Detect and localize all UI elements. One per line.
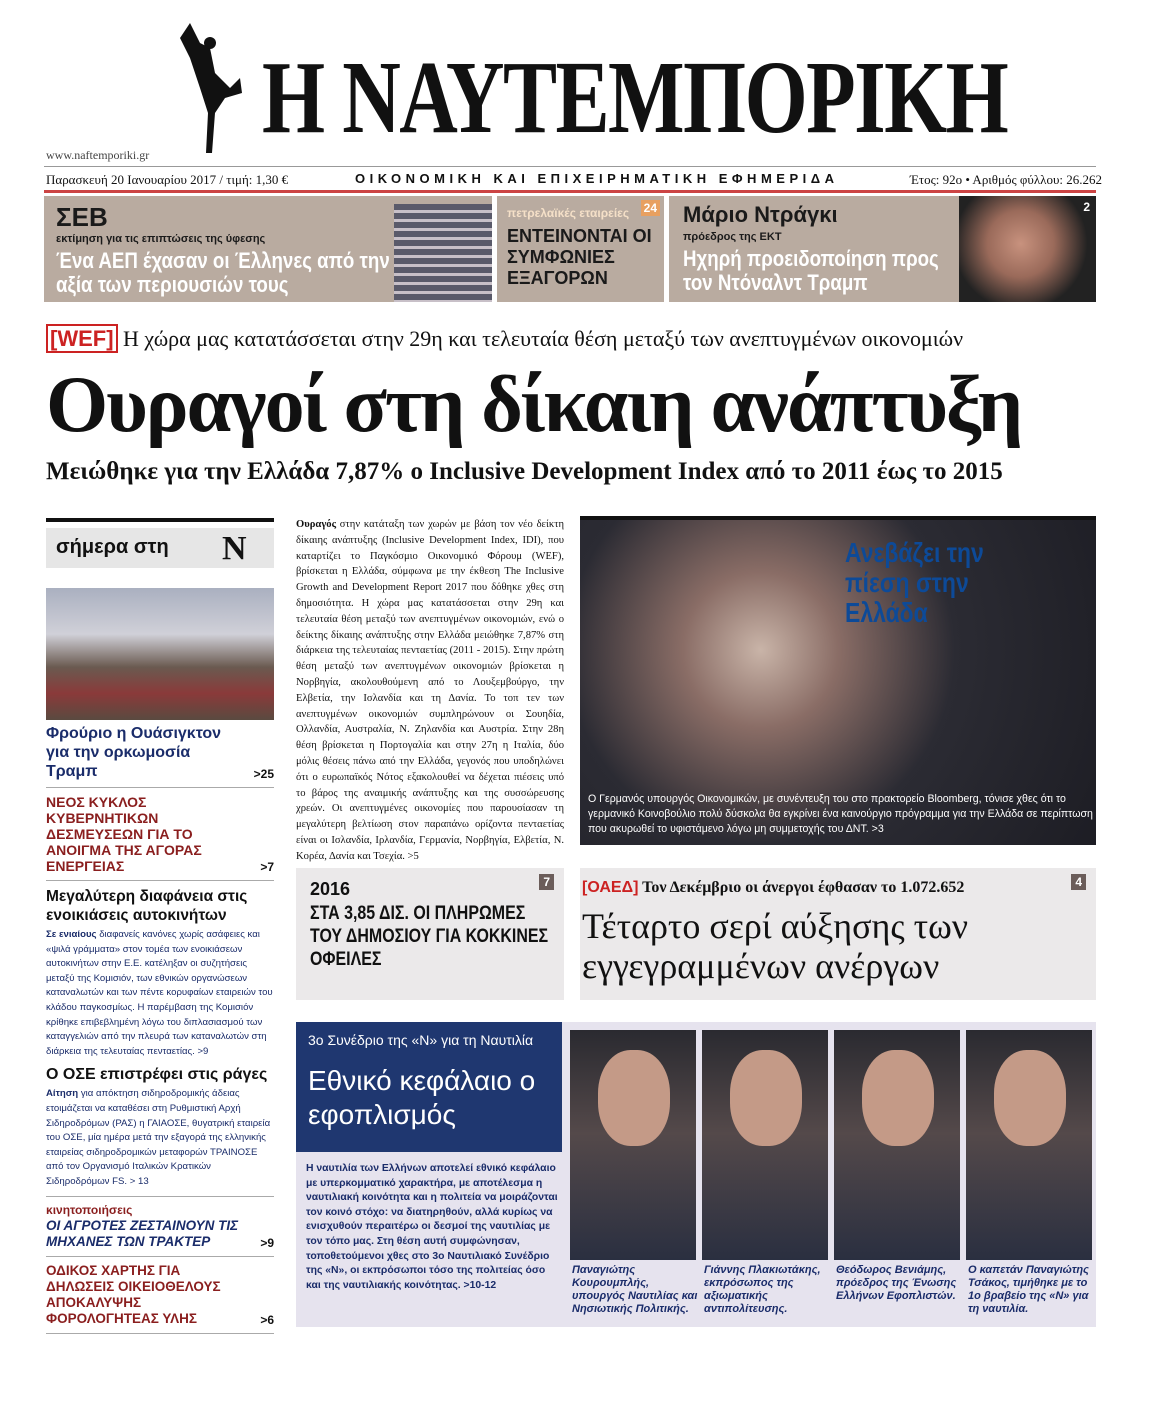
person-photo	[570, 1030, 696, 1260]
photo-quote: Ανεβάζει την πίεση στην Ελλάδα	[845, 537, 984, 628]
sidebar-item[interactable]	[46, 1203, 274, 1250]
teaser-headline: Ηχηρή προειδοποίηση προς τον Ντόναλντ Τραμπ	[683, 246, 939, 295]
lead-tag: [WEF]	[46, 324, 118, 353]
website-url[interactable]: www.naftemporiki.gr	[46, 148, 150, 162]
item-headline: Φρούριο η Ουάσιγκτον για την ορκωμοσία Τραμπ	[46, 725, 222, 780]
person-photo	[702, 1030, 828, 1260]
today-label: σήμερα στη	[56, 536, 169, 558]
schaeuble-photo[interactable]	[580, 520, 1096, 845]
divider	[46, 1333, 274, 1334]
lead-body-text: στην κατάταξη των χωρών με βάση τον νέο δείκτη δίκαιης ανάπτυξης (Inclusive Development Index, IDI), που καταρτίζει το Παγκόσμιο Οικονομικό Φόρουμ (WEF), βρίσκεται η Ελλάδα, σύμφωνα με την έκθεση The Inclusive Growth and Development Report 2017 που δόθηκε χθες στη δημοσιότητα. Η χώρα μας κατατάσσεται στην 29η και τελευταία θέση μεταξύ των ανεπτυγμένων οικονομιών, ενώ ο δείκτης δίκαιης ανάπτυξης στην Ελλάδα μειώθηκε 7,87% στη διάρκεια της τελευταίας πενταετίας (2011 - 2015). Στην πρώτη θέση μεταξύ των ανεπτυγμένων οικονομιών βρίσκεται η Νορβηγία, ακολουθούμενη από το Λουξεμβούργο, την Ελβετία, την Ισλανδία και τη Δανία. Το τοπ τεν των ανεπτυγμένων οικονομιών συμπληρώνουν οι Σουηδία, Ολλανδία, Αυστραλία, Ν. Ζηλανδία και Αυστρία. Στην 28η θέση βρίσκεται η Πορτογαλία και στην 27η η Ιταλία, δύο μόλις θέσεις πάνω από την Ελλάδα, γεγονός που υποδηλώνει ότι ο ευρωπαϊκός Νότος εξακολουθεί να δέχεται πιέσεις υπό το βάρος της αναιμικής ανάπτυξης και της συσσώρευσης χρεών. Οι ανεπτυγμένες οικονομίες που παρουσίασαν τη μεγαλύτερη βελτίωση στον παραπάνω ορίζοντα πενταετίας είναι οι Ισλανδία, Ιρλανδία, Γερμανία, Νορβηγία, Ελβετία, Ν. Κορέα, Δανία και Τσεχία. >5	[296, 519, 564, 862]
sidebar	[46, 724, 274, 1340]
shipping-section[interactable]	[296, 1022, 1096, 1327]
divider	[46, 518, 274, 522]
teaser-kicker: πρόεδρος της ΕΚΤ	[683, 231, 782, 243]
sidebar-item[interactable]	[46, 794, 274, 874]
item-kicker: κινητοποιήσεις	[46, 1202, 133, 1217]
lead-kicker-text: Η χώρα μας κατατάσσεται στην 29η και τελευταία θέση μεταξύ των ανεπτυγμένων οικονομιών	[123, 326, 964, 351]
page-ref: >7	[260, 860, 274, 874]
item-headline: ΝΕΟΣ ΚΥΚΛΟΣ ΚΥΒΕΡΝΗΤΙΚΩΝ ΔΕΣΜΕΥΣΕΩΝ ΓΙΑ ΤΟ ΑΝΟΙΓΜΑ ΤΗΣ ΑΓΟΡΑΣ ΕΝΕΡΓΕΙΑΣ	[46, 794, 202, 874]
page-ref: 24	[641, 200, 660, 216]
divider	[46, 1196, 274, 1197]
n-logo: Ν	[222, 530, 247, 567]
story-headline: ΣΤΑ 3,85 ΔΙΣ. ΟΙ ΠΛΗΡΩΜΕΣ ΤΟΥ ΔΗΜΟΣΙΟΥ ΓΙΑ ΚΟΚΚΙΝΕΣ ΟΦΕΙΛΕΣ	[310, 903, 549, 970]
teaser-kicker: εκτίμηση για τις επιπτώσεις της ύφεσης	[56, 233, 266, 245]
face	[598, 1050, 670, 1146]
shipping-kicker: 3ο Συνέδριο της «Ν» για τη Ναυτιλία	[308, 1032, 534, 1048]
divider	[44, 166, 1096, 167]
teaser-headline: Ένα ΑΕΠ έχασαν οι Έλληνες από την αξία των περιουσιών τους	[56, 248, 390, 297]
face	[730, 1050, 802, 1146]
teaser-draghi[interactable]	[669, 196, 1096, 302]
face	[994, 1050, 1066, 1146]
teaser-oil[interactable]	[497, 196, 664, 302]
item-headline: Ο ΟΣΕ επιστρέφει στις ράγες	[46, 1066, 268, 1084]
teaser-kicker: πετρελαϊκές εταιρείες	[507, 206, 630, 220]
story-oaed[interactable]	[580, 868, 1096, 1000]
teaser-title: Μάριο Ντράγκι	[683, 202, 838, 227]
sidebar-item[interactable]	[46, 1065, 274, 1189]
item-body: για απόκτηση σιδηροδρομικής άδειας ετοιμάζεται να καταθέσει στη Ρυθμιστική Αρχή Σιδηροδρόμων (ΡΑΣ) η ΓΑΙΑΟΣΕ, θυγατρική εταιρεία του ΟΣΕ, μία ημέρα μετά την εξαγορά της ελληνικής εταιρείας σιδηροδρομικών μεταφορών ΤΡΑΙΝΟΣΕ από τον Οργανισμό Ιταλικών Κρατικών Σιδηροδρόμων FS. > 13	[46, 1088, 271, 1187]
item-body: διαφανείς κανόνες χωρίς ασάφειες και «ψιλά γράμματα» στον τομέα των ενοικιάσεων αυτοκινήτων στην Ε.Ε. κατέληξαν οι συζητήσεις μεταξύ της Κομισιόν, των εθνικών οργανώσεων καταναλωτών και των πέντε κορυφαίων εταιρειών του κλάδου παγκοσμίως. Η παρέμβαση της Κομισιόν κρίθηκε επιβεβλημένη λόγω του διπλασιασμού των καταγγελιών από την πλευρά των καταναλωτών στη διάρκεια της τελευταίας πενταετίας. >9	[46, 929, 273, 1057]
item-headline: Μεγαλύτερη διαφάνεια στις ενοικιάσεις αυτοκινήτων	[46, 888, 248, 924]
item-headline: ΟΔΙΚΟΣ ΧΑΡΤΗΣ ΓΙΑ ΔΗΛΩΣΕΙΣ ΟΙΚΕΙΟΘΕΛΟΥΣ ΑΠΟΚΑΛΥΨΗΣ ΦΟΡΟΛΟΓΗΤΕΑΣ ΥΛΗΣ	[46, 1262, 221, 1326]
divider	[46, 1256, 274, 1257]
draghi-photo	[959, 196, 1096, 302]
story-year: 2016	[310, 879, 351, 899]
page-ref: >6	[260, 1312, 274, 1327]
divider	[46, 787, 274, 788]
person-photo	[966, 1030, 1092, 1260]
shipping-header	[296, 1022, 562, 1152]
story-tag: [ΟΑΕΔ]	[582, 879, 639, 896]
person-caption: Γιάννης Πλακιωτάκης, εκπρόσωπος της αξιωματικής αντιπολίτευσης.	[704, 1264, 821, 1315]
page-ref: >9	[260, 1235, 274, 1250]
person-caption: Ο καπετάν Παναγιώτης Τσάκος, τιμήθηκε με το 1ο βραβείο της «Ν» για τη ναυτιλία.	[968, 1264, 1089, 1315]
story-headline: Τέταρτο σερί αύξησης των εγγεγραμμένων ανέργων	[582, 906, 969, 986]
page-ref: 4	[1071, 874, 1086, 890]
tagline: ΟΙΚΟΝΟΜΙΚΗ ΚΑΙ ΕΠΙΧΕΙΡΗΜΑΤΙΚΗ ΕΦΗΜΕΡΙΔΑ	[355, 171, 839, 186]
sidebar-item[interactable]	[46, 887, 274, 1059]
item-headline: ΟΙ ΑΓΡΟΤΕΣ ΖΕΣΤΑΙΝΟΥΝ ΤΙΣ ΜΗΧΑΝΕΣ ΤΩΝ ΤΡΑΚΤΕΡ	[46, 1217, 239, 1249]
face	[862, 1050, 934, 1146]
lead-word: Αίτηση	[46, 1088, 79, 1100]
sidebar-item[interactable]	[46, 724, 274, 781]
story-kicker: Τον Δεκέμβριο οι άνεργοι έφθασαν το 1.072.652	[642, 879, 965, 896]
building-photo	[394, 204, 492, 302]
date-price: Παρασκευή 20 Ιανουαρίου 2017 / τιμή: 1,30 €	[46, 172, 289, 187]
story-2016[interactable]	[296, 868, 564, 1000]
capitol-photo	[46, 588, 274, 720]
person-caption: Παναγιώτης Κουρουμπλής, υπουργός Ναυτιλίας και Νησιωτικής Πολιτικής.	[572, 1264, 698, 1315]
teaser-title: ΣΕΒ	[56, 202, 108, 232]
lead-word: Ουραγός	[296, 519, 337, 530]
person-caption: Θεόδωρος Βενιάμης, πρόεδρος της Ένωσης Ελλήνων Εφοπλιστών.	[836, 1264, 957, 1302]
lead-word: Σε ενιαίους	[46, 929, 97, 940]
lead-headline[interactable]: Ουραγοί στη δίκαιη ανάπτυξη	[46, 361, 1022, 449]
today-in-n	[46, 528, 274, 568]
sidebar-item[interactable]	[46, 1263, 274, 1327]
lead-kicker	[46, 326, 963, 352]
issue-number: Έτος: 92ο • Αριθμός φύλλου: 26.262	[909, 172, 1102, 187]
person-photo	[834, 1030, 960, 1260]
shipping-headline: Εθνικό κεφάλαιο ο εφοπλισμός	[308, 1065, 536, 1130]
shipping-body: των Ελλήνων αποτελεί εθνικό κεφάλαιο με υπερκομματικό χαρακτήρα, με αποτέλεσμα η ναυτιλιακή κοινότητα και η πολιτεία να μοιράζονται τον κοινό στόχο: να διατηρηθούν, αλλά κυρίως να ενισχυθούν περαιτέρω οι δεσμοί της ναυτιλίας με τον τόπο μας. Στη θέση αυτή συμφώνησαν, τοποθετούμενοι χθες στο 3ο Ναυτιλιακό Συνέδριο της «Ν», οι εκπρόσωποι τόσο της πολιτείας όσο και της ναυτιλιακής κοινότητας. >10-12	[306, 1163, 558, 1291]
newspaper-title: Η ΝΑΥΤΕΜΠΟΡΙΚΗ	[262, 40, 1008, 155]
teaser-headline: ΕΝΤΕΙΝΟΝΤΑΙ ΟΙ ΣΥΜΦΩΝΙΕΣ ΕΞΑΓΟΡΩΝ	[507, 226, 652, 288]
lead-body	[296, 517, 564, 865]
lead-subhead: Μειώθηκε για την Ελλάδα 7,87% ο Inclusive Development Index από το 2011 έως το 2015	[46, 458, 1003, 485]
teaser-sev[interactable]	[44, 196, 492, 302]
photo-caption: Ο Γερμανός υπουργός Οικονομικών, με συνέντευξη του στο πρακτορείο Bloomberg, τόνισε χθες ότι το γερμανικό Κοινοβούλιο πολύ δύσκολα θα εγκρίνει ένα καινούργιο πρόγραμμα για την Ελλάδα σε περίπτωση που ακυρωθεί το υφιστάμενο λόγω μη συμμετοχής του ΔΝΤ. >3	[588, 793, 1093, 835]
page-ref: 7	[539, 874, 554, 890]
page-ref: >25	[253, 767, 274, 781]
page-ref: 2	[1083, 200, 1090, 214]
lead-word: Η ναυτιλία	[306, 1163, 358, 1174]
divider	[46, 880, 274, 881]
hermes-logo	[170, 18, 250, 158]
red-divider	[44, 190, 1096, 193]
